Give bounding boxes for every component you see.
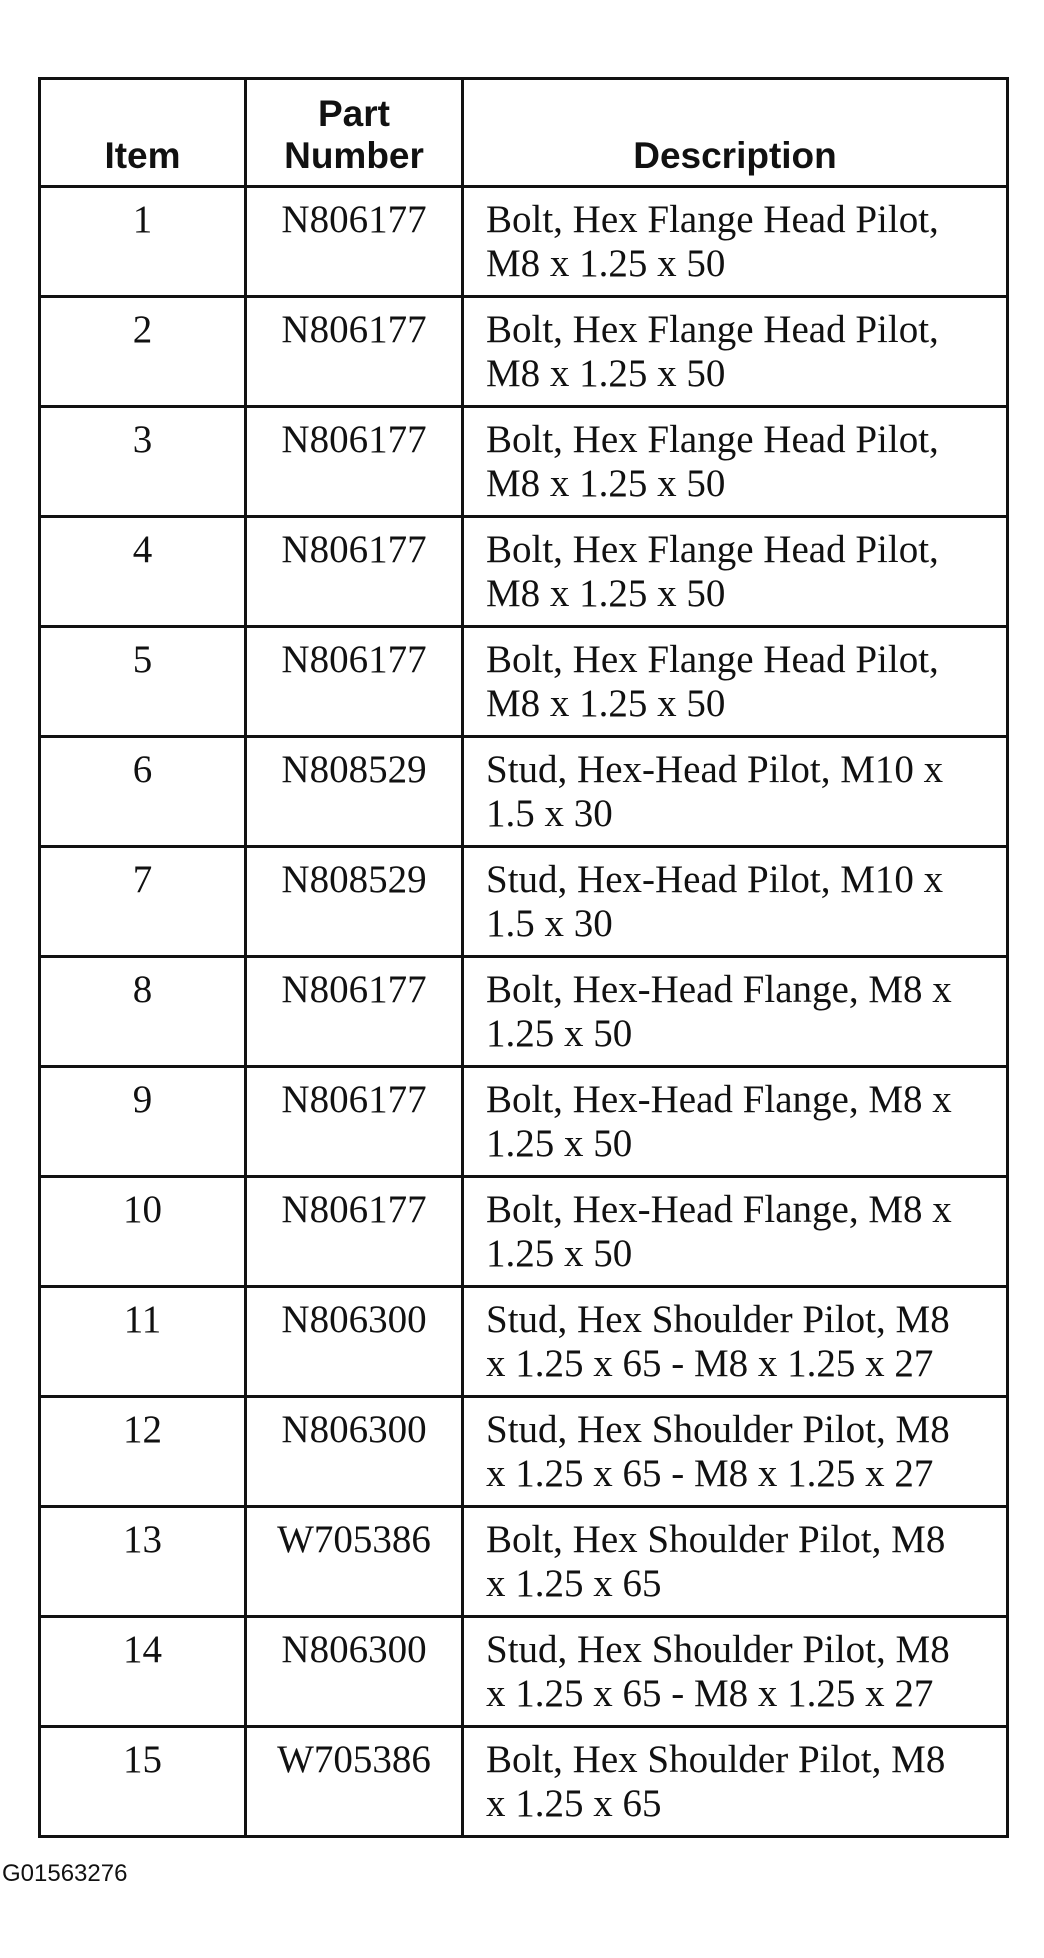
cell-part-number: N806300 bbox=[246, 1287, 463, 1397]
cell-part-number: N808529 bbox=[246, 847, 463, 957]
description-line-1: Bolt, Hex Shoulder Pilot, M8 bbox=[486, 1518, 946, 1561]
description-line-2: 1.25 x 50 bbox=[486, 1232, 633, 1275]
cell-part-number: N808529 bbox=[246, 737, 463, 847]
cell-description bbox=[463, 297, 1008, 407]
cell-description bbox=[463, 957, 1008, 1067]
figure-id: G01563276 bbox=[2, 1860, 128, 1887]
cell-item: 1 bbox=[40, 187, 246, 297]
table-row bbox=[40, 1177, 1008, 1287]
description-line-1: Bolt, Hex Flange Head Pilot, bbox=[486, 308, 939, 351]
header-part-number bbox=[246, 79, 463, 187]
table-row bbox=[40, 1727, 1008, 1837]
cell-description bbox=[463, 1067, 1008, 1177]
header-item-label: Item bbox=[104, 135, 181, 176]
cell-part-number: N806177 bbox=[246, 187, 463, 297]
description-line-1: Bolt, Hex Flange Head Pilot, bbox=[486, 198, 939, 241]
description-line-2: x 1.25 x 65 bbox=[486, 1562, 662, 1605]
cell-item: 2 bbox=[40, 297, 246, 407]
cell-item: 9 bbox=[40, 1067, 246, 1177]
cell-item: 12 bbox=[40, 1397, 246, 1507]
cell-description bbox=[463, 1287, 1008, 1397]
header-item bbox=[40, 79, 246, 187]
description-line-2: M8 x 1.25 x 50 bbox=[486, 572, 726, 615]
description-line-2: x 1.25 x 65 bbox=[486, 1782, 662, 1825]
cell-item: 8 bbox=[40, 957, 246, 1067]
parts-table bbox=[38, 77, 1009, 1838]
cell-item: 14 bbox=[40, 1617, 246, 1727]
description-line-2: x 1.25 x 65 - M8 x 1.25 x 27 bbox=[486, 1342, 934, 1385]
cell-description bbox=[463, 1507, 1008, 1617]
description-line-1: Stud, Hex Shoulder Pilot, M8 bbox=[486, 1298, 950, 1341]
header-part-number-label: Part Number bbox=[284, 93, 424, 176]
cell-part-number: N806177 bbox=[246, 407, 463, 517]
cell-part-number: N806177 bbox=[246, 1067, 463, 1177]
table-row bbox=[40, 1617, 1008, 1727]
table-row bbox=[40, 187, 1008, 297]
description-line-1: Bolt, Hex Flange Head Pilot, bbox=[486, 638, 939, 681]
cell-item: 7 bbox=[40, 847, 246, 957]
header-description-label: Description bbox=[633, 135, 837, 176]
cell-part-number: N806177 bbox=[246, 627, 463, 737]
cell-description bbox=[463, 627, 1008, 737]
table-row bbox=[40, 1287, 1008, 1397]
table-row bbox=[40, 957, 1008, 1067]
cell-part-number: W705386 bbox=[246, 1507, 463, 1617]
description-line-2: 1.5 x 30 bbox=[486, 792, 613, 835]
table-row bbox=[40, 1507, 1008, 1617]
description-line-1: Bolt, Hex Flange Head Pilot, bbox=[486, 528, 939, 571]
header-description bbox=[463, 79, 1008, 187]
cell-description bbox=[463, 1397, 1008, 1507]
description-line-2: 1.25 x 50 bbox=[486, 1122, 633, 1165]
cell-description bbox=[463, 407, 1008, 517]
table-row bbox=[40, 737, 1008, 847]
description-line-1: Stud, Hex-Head Pilot, M10 x bbox=[486, 858, 944, 901]
description-line-1: Bolt, Hex Shoulder Pilot, M8 bbox=[486, 1738, 946, 1781]
cell-item: 11 bbox=[40, 1287, 246, 1397]
description-line-2: M8 x 1.25 x 50 bbox=[486, 462, 726, 505]
cell-part-number: N806177 bbox=[246, 517, 463, 627]
table-row bbox=[40, 1067, 1008, 1177]
cell-description bbox=[463, 847, 1008, 957]
table-header-row bbox=[40, 79, 1008, 187]
cell-part-number: N806177 bbox=[246, 957, 463, 1067]
cell-item: 10 bbox=[40, 1177, 246, 1287]
description-line-2: 1.25 x 50 bbox=[486, 1012, 633, 1055]
cell-description bbox=[463, 1177, 1008, 1287]
cell-item: 6 bbox=[40, 737, 246, 847]
description-line-2: x 1.25 x 65 - M8 x 1.25 x 27 bbox=[486, 1452, 934, 1495]
cell-item: 13 bbox=[40, 1507, 246, 1617]
table-row bbox=[40, 517, 1008, 627]
cell-description bbox=[463, 1727, 1008, 1837]
description-line-1: Stud, Hex Shoulder Pilot, M8 bbox=[486, 1408, 950, 1451]
cell-part-number: W705386 bbox=[246, 1727, 463, 1837]
description-line-2: 1.5 x 30 bbox=[486, 902, 613, 945]
description-line-2: M8 x 1.25 x 50 bbox=[486, 242, 726, 285]
cell-part-number: N806177 bbox=[246, 297, 463, 407]
cell-item: 5 bbox=[40, 627, 246, 737]
description-line-1: Bolt, Hex Flange Head Pilot, bbox=[486, 418, 939, 461]
table-row bbox=[40, 1397, 1008, 1507]
cell-description bbox=[463, 737, 1008, 847]
description-line-2: M8 x 1.25 x 50 bbox=[486, 352, 726, 395]
description-line-1: Stud, Hex Shoulder Pilot, M8 bbox=[486, 1628, 950, 1671]
parts-table-body bbox=[40, 187, 1008, 1837]
table-row bbox=[40, 627, 1008, 737]
cell-item: 3 bbox=[40, 407, 246, 517]
table-row bbox=[40, 297, 1008, 407]
cell-part-number: N806300 bbox=[246, 1397, 463, 1507]
table-row bbox=[40, 847, 1008, 957]
description-line-2: x 1.25 x 65 - M8 x 1.25 x 27 bbox=[486, 1672, 934, 1715]
description-line-1: Bolt, Hex-Head Flange, M8 x bbox=[486, 1188, 952, 1231]
description-line-1: Bolt, Hex-Head Flange, M8 x bbox=[486, 1078, 952, 1121]
cell-item: 4 bbox=[40, 517, 246, 627]
description-line-2: M8 x 1.25 x 50 bbox=[486, 682, 726, 725]
table-row bbox=[40, 407, 1008, 517]
description-line-1: Bolt, Hex-Head Flange, M8 x bbox=[486, 968, 952, 1011]
cell-description bbox=[463, 187, 1008, 297]
cell-part-number: N806300 bbox=[246, 1617, 463, 1727]
cell-description bbox=[463, 517, 1008, 627]
cell-part-number: N806177 bbox=[246, 1177, 463, 1287]
cell-item: 15 bbox=[40, 1727, 246, 1837]
description-line-1: Stud, Hex-Head Pilot, M10 x bbox=[486, 748, 944, 791]
cell-description bbox=[463, 1617, 1008, 1727]
